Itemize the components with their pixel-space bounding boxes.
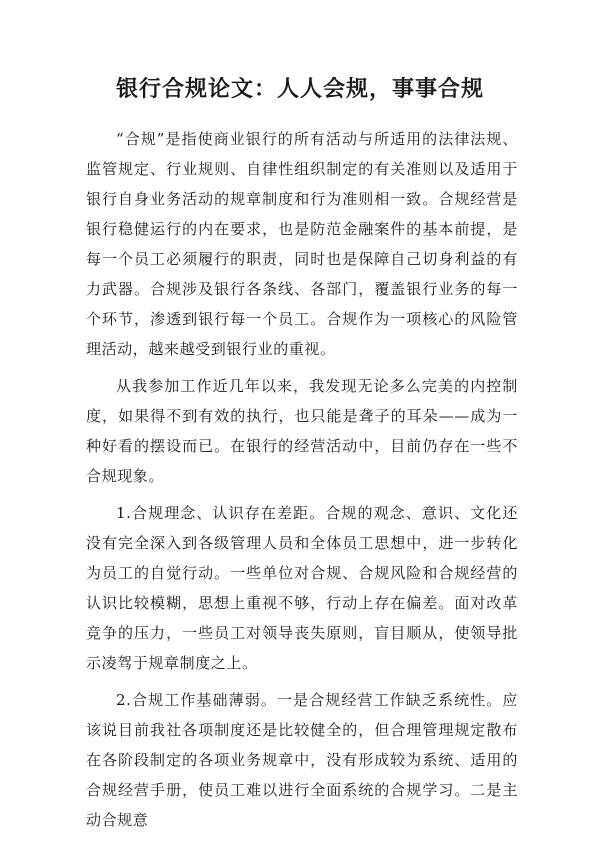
paragraph-definition: “合规”是指使商业银行的所有活动与所适用的法律法规、监管规定、行业规则、自律性组织制定的有关准则以及适用于银行自身业务活动的规章制度和行为准则相一致。合规经营是银行稳健运行的内在要求，也是防范金融案件的基本前提，是每一个员工必须履行的职责，同时也是保障自己切身利益的有力武器。合规涉及银行各条线、各部门，覆盖银行业务的每一个环节，渗透到银行每一个员工。合规作为一项核心的风险管理活动，越来越受到银行业的重视。 [86, 130, 518, 358]
paragraph-observation: 从我参加工作近几年以来，我发现无论多么完美的内控制度，如果得不到有效的执行，也只能是聋子的耳朵——成为一种好看的摆设而已。在银行的经营活动中，目前仍存在一些不合规现象。 [86, 377, 518, 485]
paragraph-point-2: 2.合规工作基础薄弱。一是合规经营工作缺乏系统性。应该说目前我社各项制度还是比较健全的，但合理管理规定散布在各阶段制定的各项业务规章中，没有形成较为系统、适用的合规经营手册，使员工难以进行全面系统的合规学习。二是主动合规意 [86, 691, 518, 829]
document-title: 银行合规论文：人人会规，事事合规 [115, 76, 484, 102]
document-body [86, 124, 518, 842]
paragraph-point-1: 1.合规理念、认识存在差距。合规的观念、意识、文化还没有完全深入到各级管理人员和全体员工思想中，进一步转化为员工的自觉行动。一些单位对合规、合规风险和合规经营的认识比较模糊，思想上重视不够，行动上存在偏差。面对改革竞争的压力，一些员工对领导丧失原则，盲目顺从，使领导批示凌驾于规章制度之上。 [86, 504, 518, 672]
